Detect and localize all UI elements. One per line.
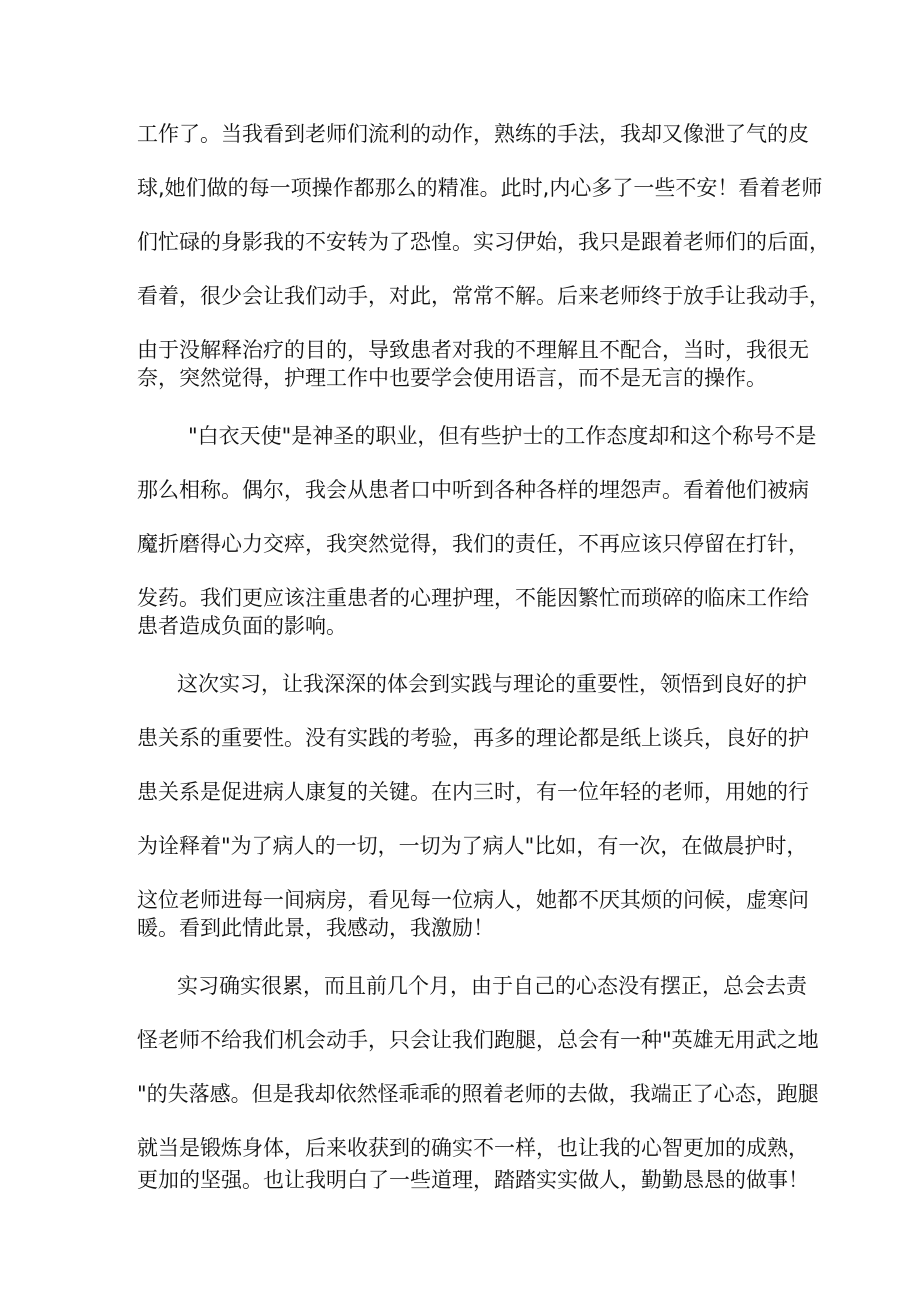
text-line: 就当是锻炼身体，后来收获到的确实不一样，也让我的心智更加的成熟， — [137, 1136, 809, 1160]
text-line: 球,她们做的每一项操作都那么的精准。此时,内心多了一些不安！看着老师 — [137, 176, 823, 200]
text-line: 那么相称。偶尔，我会从患者口中听到各种各样的埋怨声。看着他们被病 — [137, 478, 809, 502]
text-line: 更加的坚强。也让我明白了一些道理，踏踏实实做人，勤勤恳恳的做事！ — [137, 1168, 809, 1192]
text-line: 魔折磨得心力交瘁，我突然觉得，我们的责任，不再应该只停留在打针， — [137, 532, 809, 556]
text-line: 患关系的重要性。没有实践的考验，再多的理论都是纸上谈兵，良好的护 — [137, 726, 809, 750]
text-line: 由于没解释治疗的目的，导致患者对我的不理解且不配合，当时，我很无 — [137, 338, 809, 362]
text-line: 患者造成负面的影响。 — [137, 614, 347, 638]
text-line: 发药。我们更应该注重患者的心理护理，不能因繁忙而琐碎的临床工作给 — [137, 586, 809, 610]
text-line: 患关系是促进病人康复的关键。在内三时，有一位年轻的老师，用她的行 — [137, 780, 809, 804]
text-line: 怪老师不给我们机会动手，只会让我们跑腿，总会有一种"英雄无用武之地 — [137, 1028, 819, 1052]
text-line: 们忙碌的身影我的不安转为了恐惶。实习伊始，我只是跟着老师们的后面， — [137, 230, 830, 254]
text-line: "白衣天使"是神圣的职业，但有些护士的工作态度却和这个称号不是 — [188, 424, 817, 448]
text-line: 这位老师进每一间病房，看见每一位病人，她都不厌其烦的问候，虚寒问 — [137, 888, 809, 912]
text-line: 实习确实很累，而且前几个月，由于自己的心态没有摆正，总会去责 — [177, 974, 807, 998]
text-line: 工作了。当我看到老师们流利的动作，熟练的手法，我却又像泄了气的皮 — [137, 122, 809, 146]
text-line: 为诠释着"为了病人的一切，一切为了病人"比如，有一次，在做晨护时， — [137, 834, 808, 858]
text-line: 奈，突然觉得，护理工作中也要学会使用语言，而不是无言的操作。 — [137, 366, 767, 390]
text-line: "的失落感。但是我却依然怪乖乖的照着老师的去做，我端正了心态，跑腿 — [137, 1082, 819, 1106]
text-line: 这次实习，让我深深的体会到实践与理论的重要性，领悟到良好的护 — [177, 672, 807, 696]
text-line: 暖。看到此情此景，我感动，我激励！ — [137, 916, 494, 940]
text-line: 看着，很少会让我们动手，对此，常常不解。后来老师终于放手让我动手， — [137, 284, 830, 308]
